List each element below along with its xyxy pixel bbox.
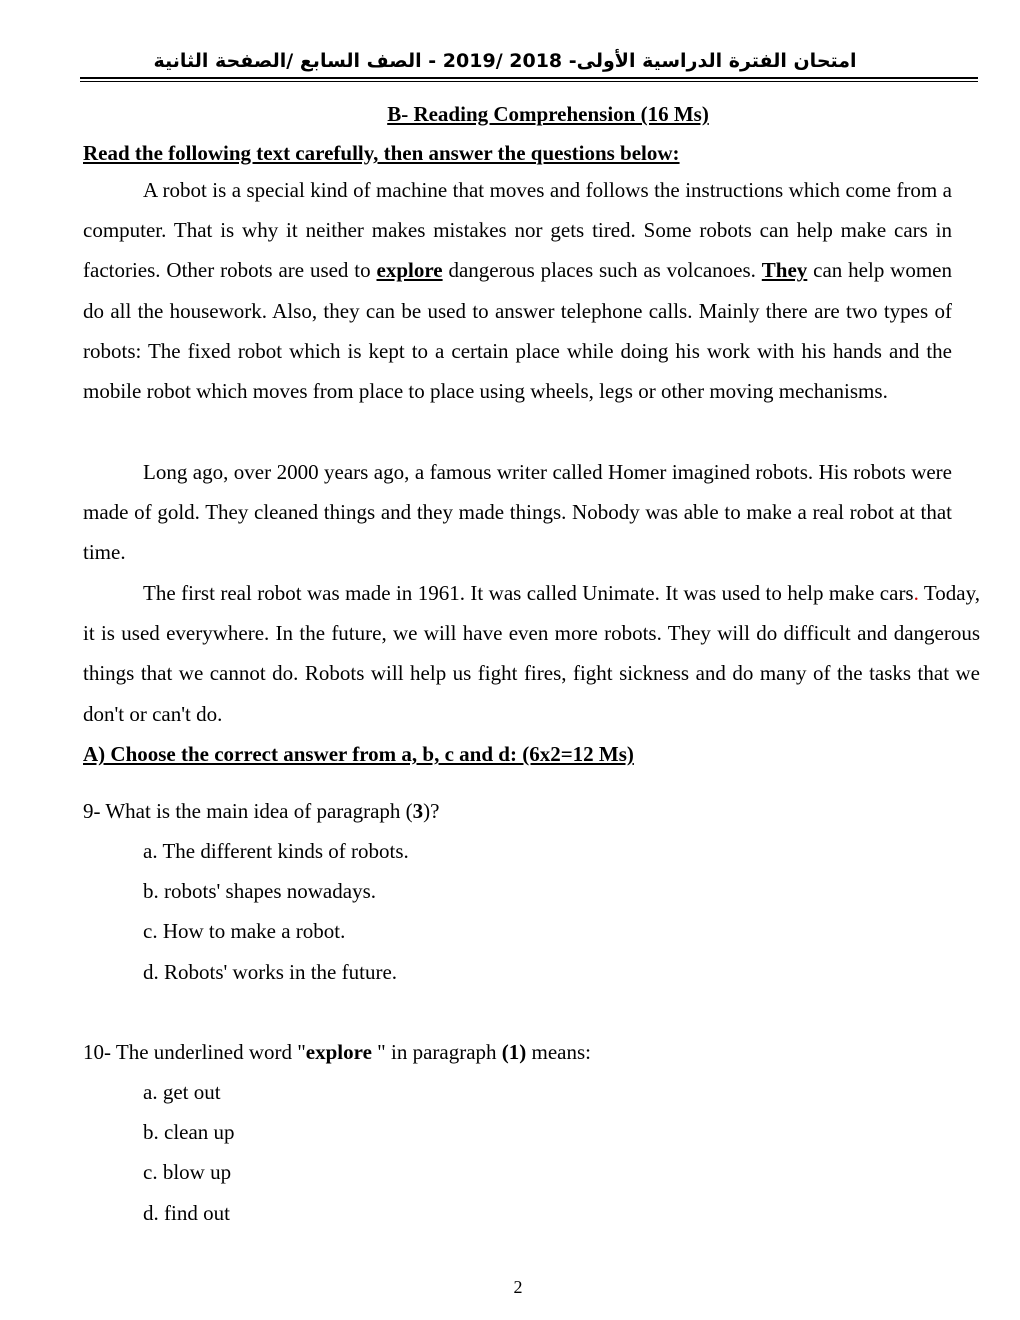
passage-paragraph-1 xyxy=(83,170,952,411)
question-10-paragraph-number: (1) xyxy=(501,1040,527,1064)
question-9-option-b: b. robots' shapes nowadays. xyxy=(143,879,376,904)
question-9-paren-open: ( xyxy=(405,799,413,823)
question-9-paragraph-number: 3 xyxy=(412,799,424,823)
paragraph-1-text-b: dangerous places such as volcanoes. xyxy=(442,258,762,283)
paragraph-3-text-a: The first real robot was made in 1961. It was called Unimate. It was used to help make cars xyxy=(143,581,914,605)
question-10-text-b: " in paragraph xyxy=(371,1040,502,1064)
paragraph-1-text-c: can help women do all the housework. Also, they can be used to answer telephone calls. Mainly there are two types of robots: The fixed robot which is kept to a certain place while doing his work with his hands and the mobile robot which moves from place to place using wheels, legs or other moving mechanisms. xyxy=(83,258,953,404)
paragraph-2-text: Long ago, over 2000 years ago, a famous writer called Homer imagined robots. His robots were made of gold. They cleaned things and they made things. Nobody was able to make a real robot at that time. xyxy=(83,460,952,565)
reading-instruction: Read the following text carefully, then answer the questions below: xyxy=(83,141,680,165)
underlined-word-explore: explore xyxy=(376,258,443,283)
question-10-option-c: c. blow up xyxy=(143,1160,232,1185)
question-10 xyxy=(83,1038,591,1066)
question-9-text: 9- What is the main idea of paragraph xyxy=(83,799,406,823)
question-10-options xyxy=(143,1078,235,1239)
passage-paragraph-3 xyxy=(83,573,980,734)
question-10-text-c: means: xyxy=(526,1040,591,1064)
question-10-option-b: b. clean up xyxy=(143,1120,235,1145)
header-double-rule xyxy=(80,77,978,81)
question-10-text-a: 10- The underlined word " xyxy=(83,1040,306,1064)
question-10-option-d: d. find out xyxy=(143,1200,230,1225)
question-9-option-d: d. Robots' works in the future. xyxy=(143,959,398,984)
question-9-paren-close: )? xyxy=(423,799,440,823)
exam-header-title: امتحان الفترة الدراسية الأولى- 2018 /2019 - الصف السابع /الصفحة الثانية xyxy=(153,50,857,72)
section-title: B- Reading Comprehension (16 Ms) xyxy=(387,102,709,126)
paragraph-1-text-a: A robot is a special kind of machine that moves and follows the instructions which come from a computer. That is why it neither makes mistakes nor gets tired. Some robots can help make cars in factories. Other robots are used to xyxy=(83,178,952,283)
question-9 xyxy=(83,797,440,825)
page-header xyxy=(80,44,978,78)
red-period: . xyxy=(913,581,919,605)
question-9-option-c: c. How to make a robot. xyxy=(143,919,346,944)
underlined-word-they: They xyxy=(761,258,808,283)
passage-paragraph-2 xyxy=(83,452,952,573)
question-9-option-a: a. The different kinds of robots. xyxy=(143,839,409,863)
page-number: 2 xyxy=(513,1277,523,1297)
question-10-bold-word: explore xyxy=(305,1040,372,1064)
paragraph-3-text-b: Today, it is used everywhere. In the future, we will have even more robots. They will do difficult and dangerous things that we cannot do. Robots will help us fight fires, fight sickness and do many of the tasks that we don't or can't do. xyxy=(83,581,980,726)
question-10-option-a: a. get out xyxy=(143,1080,221,1104)
part-a-title: A) Choose the correct answer from a, b, c and d: (6x2=12 Ms) xyxy=(83,742,634,766)
question-9-options xyxy=(143,837,409,998)
